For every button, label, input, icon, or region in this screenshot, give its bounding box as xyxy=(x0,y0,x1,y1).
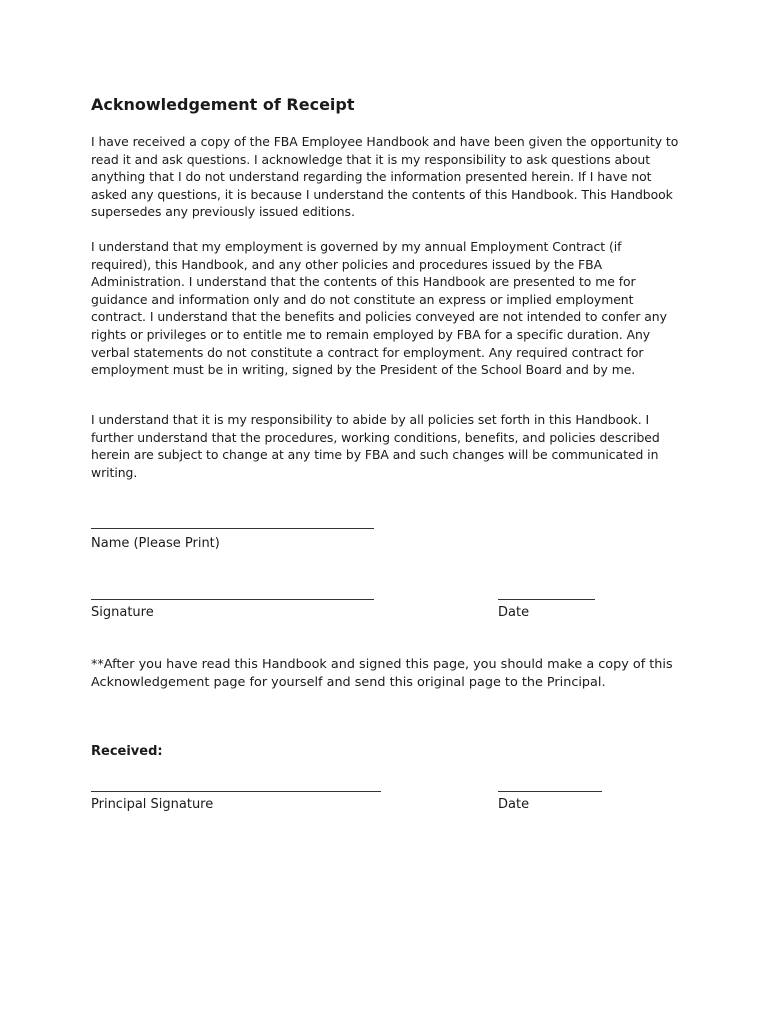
paragraph-employment: I understand that my employment is governed by my annual Employment Contract (if required), this Handbook, and any other policies and procedures issued by the FBA Administration. I understand that the contents of this Handbook are presented to me for guidance and information only and do not constitute an express or implied employment contract. I understand that the benefits and policies conveyed are not intended to confer any rights or privileges or to entitle me to remain employed by FBA for a specific duration. Any verbal statements do not constitute a contract for employment. Any required contract for employment must be in writing, signed by the President of the School Board and by me. xyxy=(91,239,667,378)
paragraph-policies: I understand that it is my responsibility to abide by all policies set forth in this Handbook. I further understand that the procedures, working conditions, benefits, and policies described herein are subject to change at any time by FBA and such changes will be communicated in writing. xyxy=(91,412,660,480)
principal-signature-label: Principal Signature xyxy=(91,797,214,812)
received-heading: Received: xyxy=(91,744,163,759)
page-title: Acknowledgement of Receipt xyxy=(91,95,355,114)
instructions-note: **After you have read this Handbook and signed this page, you should make a copy of this Acknowledgement page for yourself and send this original page to the Principal. xyxy=(91,657,673,690)
employee-date-line[interactable] xyxy=(498,599,595,600)
date-label: Date xyxy=(498,605,530,620)
name-signature-line[interactable] xyxy=(91,528,374,529)
signature-label: Signature xyxy=(91,605,154,620)
paragraph-receipt: I have received a copy of the FBA Employee Handbook and have been given the opportunity to read it and ask questions. I acknowledge that it is my responsibility to ask questions about anything that I do not understand regarding the information presented herein. If I have not asked any questions, it is because I understand the contents of this Handbook. This Handbook supersedes any previously issued editions. xyxy=(91,134,679,220)
principal-date-label: Date xyxy=(498,797,530,812)
name-label: Name (Please Print) xyxy=(91,536,220,551)
employee-signature-line[interactable] xyxy=(91,599,374,600)
principal-signature-line[interactable] xyxy=(91,791,381,792)
principal-date-line[interactable] xyxy=(498,791,602,792)
